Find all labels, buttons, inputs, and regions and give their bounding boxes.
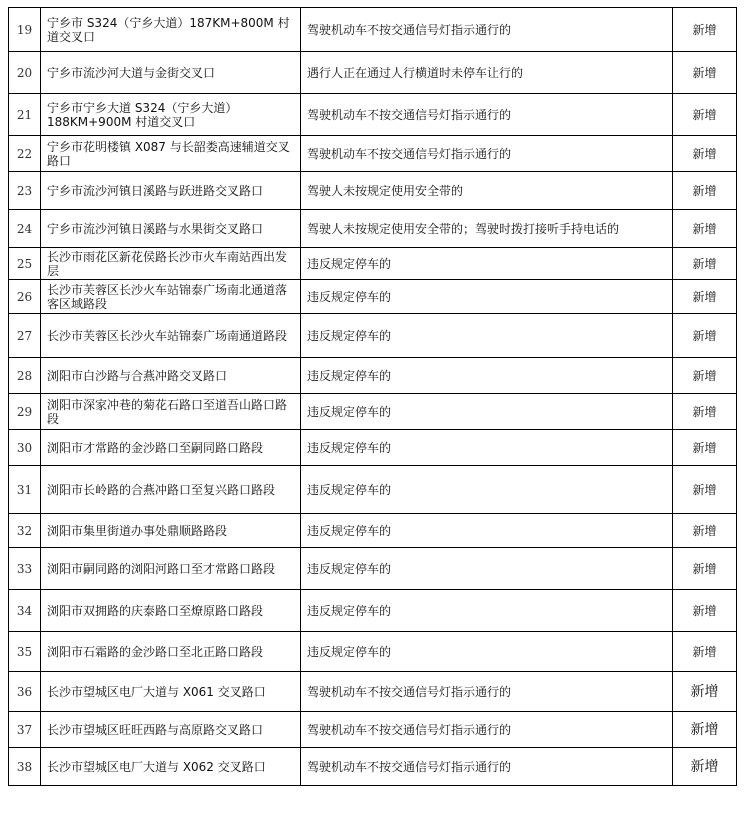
row-number: 31 — [9, 466, 41, 514]
table-row — [9, 430, 737, 466]
table-row — [9, 514, 737, 548]
table-row — [9, 314, 737, 358]
row-status: 新增 — [673, 672, 737, 712]
row-location: 长沙市芙蓉区长沙火车站锦泰广场南通道路段 — [41, 314, 301, 358]
row-number: 22 — [9, 136, 41, 172]
row-location: 宁乡市宁乡大道 S324（宁乡大道）188KM+900M 村道交叉口 — [41, 94, 301, 136]
table-row — [9, 548, 737, 590]
row-status: 新增 — [673, 514, 737, 548]
row-location: 浏阳市白沙路与合燕冲路交叉路口 — [41, 358, 301, 394]
row-number: 34 — [9, 590, 41, 632]
row-location: 长沙市芙蓉区长沙火车站锦泰广场南北通道落客区域路段 — [41, 280, 301, 314]
row-violation: 驾驶人未按规定使用安全带的 — [301, 172, 673, 210]
row-status: 新增 — [673, 548, 737, 590]
row-violation: 违反规定停车的 — [301, 548, 673, 590]
row-number: 30 — [9, 430, 41, 466]
table-row — [9, 358, 737, 394]
row-violation: 驾驶机动车不按交通信号灯指示通行的 — [301, 672, 673, 712]
table-row — [9, 672, 737, 712]
row-status: 新增 — [673, 394, 737, 430]
row-violation: 驾驶机动车不按交通信号灯指示通行的 — [301, 748, 673, 786]
row-number: 21 — [9, 94, 41, 136]
row-location: 宁乡市 S324（宁乡大道）187KM+800M 村道交叉口 — [41, 8, 301, 52]
row-status: 新增 — [673, 748, 737, 786]
row-location: 浏阳市集里街道办事处鼎顺路路段 — [41, 514, 301, 548]
row-status: 新增 — [673, 430, 737, 466]
row-violation: 驾驶人未按规定使用安全带的；驾驶时拨打接听手持电话的 — [301, 210, 673, 248]
row-violation: 驾驶机动车不按交通信号灯指示通行的 — [301, 94, 673, 136]
row-status: 新增 — [673, 314, 737, 358]
row-violation: 违反规定停车的 — [301, 248, 673, 280]
row-location: 浏阳市双拥路的庆泰路口至燎原路口路段 — [41, 590, 301, 632]
table-row — [9, 52, 737, 94]
row-violation: 违反规定停车的 — [301, 280, 673, 314]
row-status: 新增 — [673, 358, 737, 394]
row-number: 38 — [9, 748, 41, 786]
row-violation: 违反规定停车的 — [301, 514, 673, 548]
row-location: 长沙市雨花区新花侯路长沙市火车南站西出发层 — [41, 248, 301, 280]
table-row — [9, 136, 737, 172]
table-row — [9, 172, 737, 210]
row-status: 新增 — [673, 466, 737, 514]
row-number: 29 — [9, 394, 41, 430]
row-number: 20 — [9, 52, 41, 94]
row-number: 23 — [9, 172, 41, 210]
row-status: 新增 — [673, 590, 737, 632]
row-status: 新增 — [673, 172, 737, 210]
row-number: 25 — [9, 248, 41, 280]
row-location: 宁乡市流沙河镇日溪路与水果街交叉路口 — [41, 210, 301, 248]
row-violation: 驾驶机动车不按交通信号灯指示通行的 — [301, 712, 673, 748]
row-location: 浏阳市嗣同路的浏阳河路口至才常路口路段 — [41, 548, 301, 590]
row-status: 新增 — [673, 52, 737, 94]
row-status: 新增 — [673, 94, 737, 136]
row-number: 26 — [9, 280, 41, 314]
table-row — [9, 94, 737, 136]
row-violation: 违反规定停车的 — [301, 632, 673, 672]
violation-table — [8, 7, 737, 786]
row-status: 新增 — [673, 248, 737, 280]
row-status: 新增 — [673, 280, 737, 314]
row-number: 33 — [9, 548, 41, 590]
table-row — [9, 466, 737, 514]
row-location: 宁乡市流沙河镇日溪路与跃进路交叉路口 — [41, 172, 301, 210]
row-number: 28 — [9, 358, 41, 394]
row-violation: 驾驶机动车不按交通信号灯指示通行的 — [301, 136, 673, 172]
table-body — [9, 8, 737, 786]
row-violation: 驾驶机动车不按交通信号灯指示通行的 — [301, 8, 673, 52]
row-number: 36 — [9, 672, 41, 712]
row-violation: 遇行人正在通过人行横道时未停车让行的 — [301, 52, 673, 94]
table-row — [9, 394, 737, 430]
table-row — [9, 748, 737, 786]
row-status: 新增 — [673, 8, 737, 52]
row-location: 浏阳市长岭路的合燕冲路口至复兴路口路段 — [41, 466, 301, 514]
row-violation: 违反规定停车的 — [301, 430, 673, 466]
row-location: 浏阳市石霜路的金沙路口至北正路口路段 — [41, 632, 301, 672]
table-row — [9, 280, 737, 314]
row-location: 宁乡市流沙河大道与金街交叉口 — [41, 52, 301, 94]
table-row — [9, 8, 737, 52]
row-violation: 违反规定停车的 — [301, 466, 673, 514]
row-location: 宁乡市花明楼镇 X087 与长韶娄高速辅道交叉路口 — [41, 136, 301, 172]
row-violation: 违反规定停车的 — [301, 314, 673, 358]
row-number: 24 — [9, 210, 41, 248]
row-violation: 违反规定停车的 — [301, 358, 673, 394]
table-row — [9, 712, 737, 748]
table-row — [9, 632, 737, 672]
row-status: 新增 — [673, 712, 737, 748]
row-number: 35 — [9, 632, 41, 672]
row-location: 长沙市望城区电厂大道与 X062 交叉路口 — [41, 748, 301, 786]
table-row — [9, 590, 737, 632]
row-number: 27 — [9, 314, 41, 358]
row-status: 新增 — [673, 136, 737, 172]
row-violation: 违反规定停车的 — [301, 590, 673, 632]
row-status: 新增 — [673, 210, 737, 248]
row-status: 新增 — [673, 632, 737, 672]
row-number: 32 — [9, 514, 41, 548]
row-number: 19 — [9, 8, 41, 52]
row-location: 长沙市望城区旺旺西路与高原路交叉路口 — [41, 712, 301, 748]
table-row — [9, 210, 737, 248]
row-location: 浏阳市深家冲巷的菊花石路口至道吾山路口路段 — [41, 394, 301, 430]
table-row — [9, 248, 737, 280]
row-violation: 违反规定停车的 — [301, 394, 673, 430]
row-number: 37 — [9, 712, 41, 748]
row-location: 浏阳市才常路的金沙路口至嗣同路口路段 — [41, 430, 301, 466]
row-location: 长沙市望城区电厂大道与 X061 交叉路口 — [41, 672, 301, 712]
